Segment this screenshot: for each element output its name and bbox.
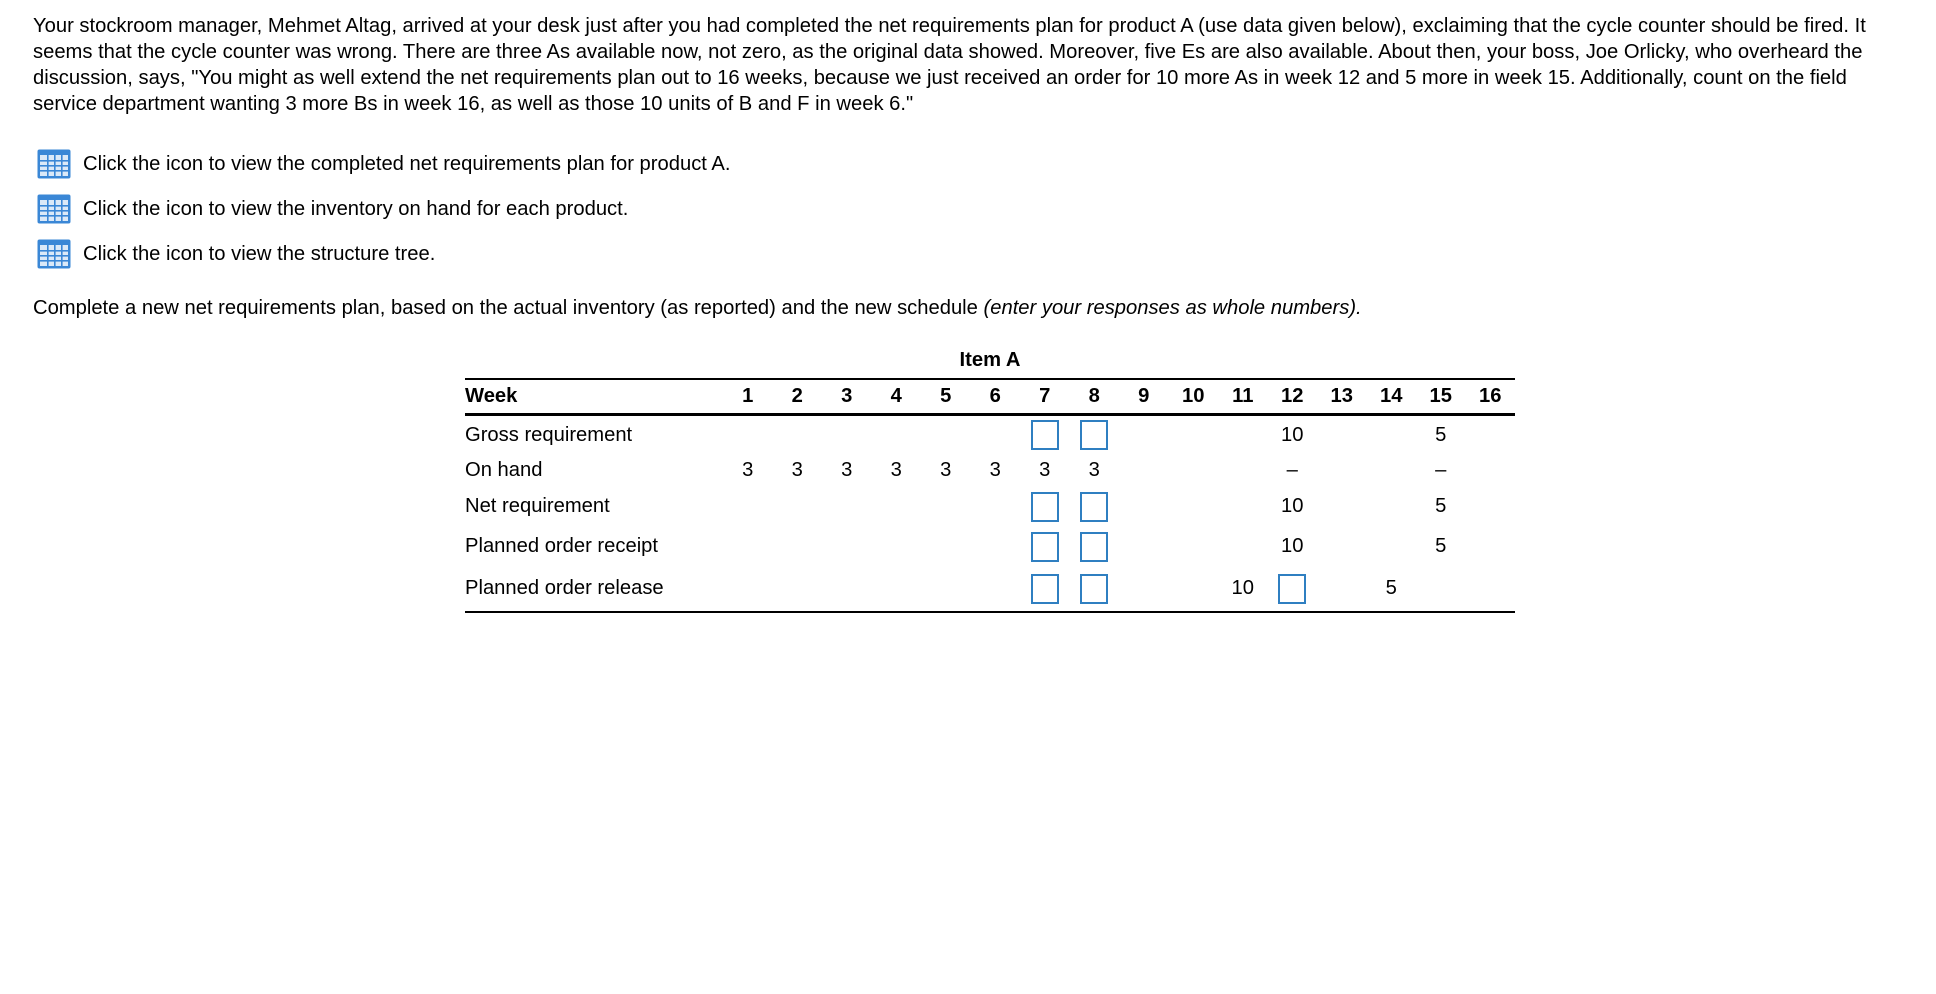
- row-label: Net requirement: [465, 495, 610, 517]
- net-requirement-row: [465, 487, 1515, 527]
- table-cell: 3: [791, 459, 803, 481]
- table-cell: [773, 567, 823, 612]
- table-cell: [1020, 527, 1070, 567]
- table-cell: [1169, 415, 1219, 455]
- table-cell: [1070, 567, 1120, 612]
- table-cell: –: [1286, 459, 1298, 481]
- table-cell: [1466, 527, 1516, 567]
- on-hand-row: [465, 455, 1515, 487]
- week-header: 12: [1268, 379, 1318, 415]
- row-label: Gross requirement: [465, 423, 633, 446]
- table-cell: [1466, 487, 1516, 527]
- instruction-italic: (enter your responses as whole numbers).: [983, 297, 1362, 319]
- table-cell: [971, 415, 1021, 455]
- week-header: 5: [921, 379, 971, 415]
- link-completed-plan[interactable]: [37, 148, 730, 180]
- table-cell: [1119, 455, 1169, 487]
- table-cell: [723, 415, 773, 455]
- week-header: 11: [1218, 379, 1268, 415]
- table-cell: [971, 527, 1021, 567]
- table-cell: 3: [1039, 459, 1051, 481]
- table-cell: 10: [1281, 535, 1304, 557]
- table-cell: [773, 415, 823, 455]
- table-cell: [822, 527, 872, 567]
- week-header-label: Week: [465, 379, 723, 415]
- table-cell: [773, 527, 823, 567]
- table-cell: [1119, 487, 1169, 527]
- table-cell: 10: [1218, 567, 1268, 612]
- table-cell: 10: [1281, 495, 1304, 517]
- table-cell: [872, 415, 922, 455]
- table-cell: [1218, 487, 1268, 527]
- link-completed-plan-label[interactable]: Click the icon to view the completed net requirements plan for product A.: [83, 152, 731, 175]
- table-cell: [1466, 455, 1516, 487]
- planned-order-receipt-row: [465, 527, 1515, 567]
- table-cell: [1218, 415, 1268, 455]
- table-grid-icon[interactable]: [37, 194, 71, 224]
- week-header: 16: [1466, 379, 1516, 415]
- answer-input[interactable]: [1080, 492, 1108, 522]
- table-cell: 3: [1088, 459, 1100, 481]
- table-cell: [1367, 487, 1417, 527]
- week-header: 14: [1367, 379, 1417, 415]
- table-cell: [921, 527, 971, 567]
- table-cell: 5: [1435, 423, 1447, 446]
- table-cell: [1169, 455, 1219, 487]
- table-grid-icon[interactable]: [37, 239, 71, 269]
- table-cell: 3: [989, 459, 1001, 481]
- table-cell: [1218, 527, 1268, 567]
- table-cell: 5: [1435, 535, 1447, 557]
- table-cell: [1317, 455, 1367, 487]
- table-cell: 5: [1367, 567, 1417, 612]
- table-cell: [773, 487, 823, 527]
- table-cell: [723, 527, 773, 567]
- answer-input[interactable]: [1080, 532, 1108, 562]
- table-cell: [921, 415, 971, 455]
- week-header: 15: [1416, 379, 1466, 415]
- answer-input[interactable]: [1031, 420, 1059, 450]
- answer-input[interactable]: [1031, 574, 1059, 604]
- week-header: 13: [1317, 379, 1367, 415]
- table-cell: [872, 567, 922, 612]
- table-cell: [1317, 415, 1367, 455]
- planned-order-release-row: [465, 567, 1515, 612]
- week-header: 1: [723, 379, 773, 415]
- table-cell: [1268, 567, 1318, 612]
- week-header: 10: [1169, 379, 1219, 415]
- row-label: On hand: [465, 459, 543, 481]
- week-header: 3: [822, 379, 872, 415]
- table-cell: [1070, 527, 1120, 567]
- table-cell: [971, 567, 1021, 612]
- table-cell: [921, 567, 971, 612]
- resource-links: [37, 148, 730, 283]
- week-header: 8: [1070, 379, 1120, 415]
- instruction-main: Complete a new net requirements plan, based on the actual inventory (as reported) and the new schedule: [33, 297, 984, 319]
- table-cell: [1020, 415, 1070, 455]
- table-cell: [1317, 567, 1367, 612]
- table-cell: 3: [841, 459, 853, 481]
- table-cell: [872, 527, 922, 567]
- table-cell: [971, 487, 1021, 527]
- table-cell: 3: [890, 459, 902, 481]
- table-cell: [1020, 487, 1070, 527]
- table-cell: [1367, 527, 1417, 567]
- table-cell: [1416, 567, 1466, 612]
- table-cell: [1169, 567, 1219, 612]
- row-label: Planned order receipt: [465, 535, 659, 557]
- answer-input[interactable]: [1031, 492, 1059, 522]
- table-cell: [1169, 487, 1219, 527]
- table-cell: [921, 487, 971, 527]
- link-inventory[interactable]: [37, 193, 730, 225]
- instruction-text: [33, 297, 1362, 320]
- table-cell: 3: [940, 459, 952, 481]
- answer-input[interactable]: [1031, 532, 1059, 562]
- week-header: 6: [971, 379, 1021, 415]
- table-body: [465, 415, 1515, 612]
- table-cell: –: [1435, 459, 1447, 481]
- answer-input[interactable]: [1080, 574, 1108, 604]
- answer-input[interactable]: [1080, 420, 1108, 450]
- table-cell: [1070, 415, 1120, 455]
- table-cell: [822, 487, 872, 527]
- problem-statement: Your stockroom manager, Mehmet Altag, arrived at your desk just after you had completed the net requirements plan for product A (use data given below), exclaiming that the cycle counter should be fired. It seems that the cycle counter was wrong. There are three As available now, not zero, as the original data showed. Moreover, five Es are also available. About then, your boss, Joe Orlicky, who overheard the discussion, says, "You might as well extend the net requirements plan out to 16 weeks, because we just received an order for 10 more As in week 12 and 5 more in week 15. Additionally, count on the field service department wanting 3 more Bs in week 16, as well as those 10 units of B and F in week 6.": [33, 15, 1866, 115]
- header-row: [465, 379, 1515, 415]
- table-cell: [1169, 527, 1219, 567]
- table-cell: [1119, 527, 1169, 567]
- table-cell: 10: [1281, 423, 1304, 446]
- week-header: 7: [1020, 379, 1070, 415]
- table-cell: [822, 567, 872, 612]
- gross-requirement-row: [465, 415, 1515, 455]
- table-cell: [822, 415, 872, 455]
- net-requirements-table: [465, 378, 1515, 613]
- table-cell: [1367, 455, 1417, 487]
- link-inventory-label[interactable]: Click the icon to view the inventory on hand for each product.: [83, 197, 629, 220]
- row-label: Planned order release: [465, 567, 723, 612]
- table-cell: [1119, 567, 1169, 612]
- table-cell: [1218, 455, 1268, 487]
- table-cell: 3: [742, 459, 754, 481]
- link-structure-tree-label[interactable]: Click the icon to view the structure tree.: [83, 242, 436, 265]
- table-cell: [872, 487, 922, 527]
- table-cell: [723, 487, 773, 527]
- week-header: 4: [872, 379, 922, 415]
- table-cell: [1317, 487, 1367, 527]
- week-header: 9: [1119, 379, 1169, 415]
- answer-input[interactable]: [1278, 574, 1306, 604]
- table-cell: 5: [1435, 495, 1447, 517]
- table-cell: [1466, 415, 1516, 455]
- table-grid-icon[interactable]: [37, 149, 71, 179]
- table-title: Item A: [959, 349, 1021, 371]
- table-cell: [1466, 567, 1516, 612]
- table-cell: [1367, 415, 1417, 455]
- link-structure-tree[interactable]: [37, 238, 730, 270]
- week-header: 2: [773, 379, 823, 415]
- table-cell: [1020, 567, 1070, 612]
- table-cell: [723, 567, 773, 612]
- table-cell: [1070, 487, 1120, 527]
- table-cell: [1119, 415, 1169, 455]
- table-cell: [1317, 527, 1367, 567]
